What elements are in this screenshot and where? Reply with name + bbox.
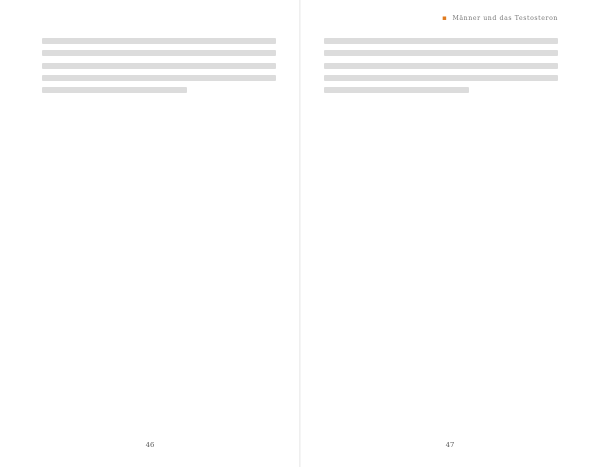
header-marker-icon: ▪ <box>442 14 448 22</box>
right-page-body <box>324 38 558 93</box>
left-page-body <box>42 38 276 93</box>
text-line <box>42 75 276 81</box>
text-line <box>42 87 187 93</box>
text-line <box>324 38 558 44</box>
right-page <box>300 0 600 467</box>
text-line <box>324 87 469 93</box>
running-header <box>442 14 558 22</box>
text-line <box>42 38 276 44</box>
running-header-text: Männer und das Testosteron <box>452 14 558 22</box>
text-line <box>42 63 276 69</box>
page-number: 46 <box>145 441 155 449</box>
text-line <box>42 50 276 56</box>
page-number: 47 <box>445 441 455 449</box>
text-line <box>324 50 558 56</box>
text-line <box>324 63 558 69</box>
text-line <box>324 75 558 81</box>
